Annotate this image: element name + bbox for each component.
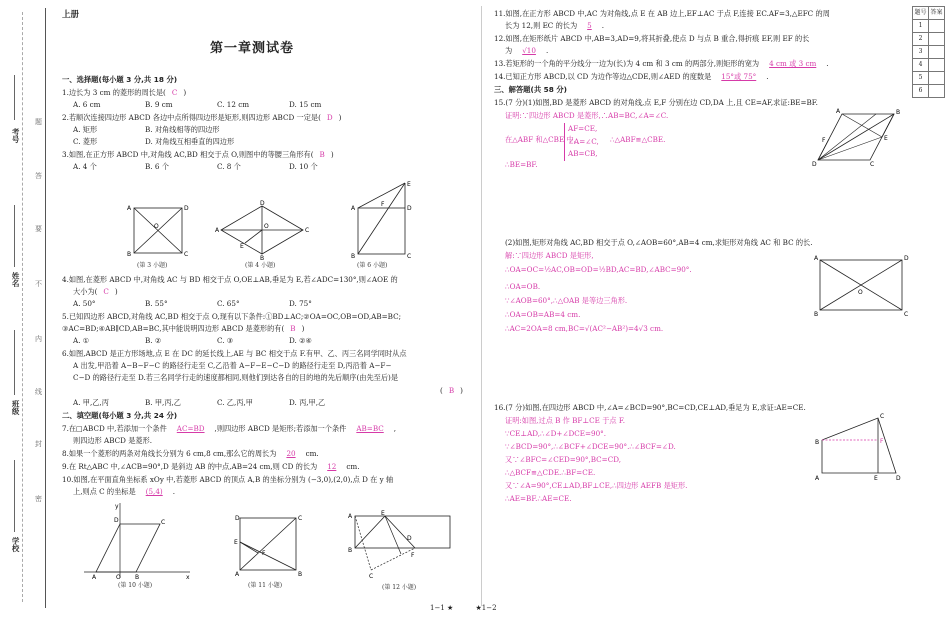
question-3-options: A. 4 个 B. 6 个 C. 8 个 D. 10 个 — [73, 162, 318, 171]
solution-line: 证明:如图,过点 B 作 BF⊥CE 于点 F. — [505, 416, 626, 425]
svg-text:E: E — [240, 243, 244, 250]
svg-text:D: D — [407, 535, 412, 542]
svg-text:C: C — [880, 413, 885, 420]
answer: C — [103, 287, 109, 296]
binding-dashed-line — [22, 12, 23, 602]
solution-line: ∴OA=OB. — [505, 282, 541, 291]
answer-cell[interactable] — [929, 33, 945, 46]
svg-text:O: O — [154, 223, 159, 230]
question-12: 12.如图,在矩形纸片 ABCD 中,AB=3,AD=9,将其折叠,使点 D 与点 B 重合,得折痕 EF,则 EF 的长 — [494, 34, 810, 43]
question-1-options: A. 6 cm B. 9 cm C. 12 cm D. 15 cm — [73, 100, 322, 109]
svg-text:A: A — [215, 227, 220, 234]
figure-q15-rectangle — [812, 252, 912, 322]
svg-text:C: C — [298, 515, 302, 522]
answer: AB=BC — [356, 424, 384, 433]
binding-char: 要 — [34, 225, 43, 232]
label-school: 学校 — [11, 537, 21, 552]
svg-text:E: E — [874, 475, 878, 482]
question-7: 7.在□ABCD 中,若添加一个条件 AC=BD ,则四边形 ABCD 是矩形;若添加一个条件 AB=BC , — [62, 424, 397, 433]
question-6-line2: A 出发,甲沿着 A−B−F−C 的路径行走至 C,乙沿着 A−F−E−C−D 的路径行走至 D,丙沿着 A−F− — [73, 361, 392, 370]
question-5: 5.已知四边形 ABCD,对角线 AC,BD 相交于点 O,现有以下条件:①BD⊥AC;②OA=OC,OB=OD,AB=BC; — [62, 312, 401, 321]
svg-text:D: D — [114, 517, 119, 524]
solution-line: 在△ABF 和△CBE 中, — [505, 135, 576, 144]
binding-char: 线 — [34, 388, 43, 395]
solution-line: ∵∠BCD=90°,∴∠BCF+∠DCE=90°.∴∠BCF=∠D. — [505, 442, 676, 451]
question-12-line2: 为 √10 . — [505, 46, 549, 55]
answer-cell[interactable] — [929, 20, 945, 33]
solution-line: ∴△ABF≌△CBE. — [610, 135, 666, 144]
solution-line: ∴AC=2OA=8 cm,BC=√(AC²−AB²)=4√3 cm. — [505, 324, 664, 333]
svg-text:A: A — [348, 513, 353, 520]
solution-line: 证明:∵四边形 ABCD 是菱形,∴AB=BC,∠A=∠C. — [505, 111, 669, 120]
figure-caption: (第 6 小题) — [357, 262, 388, 269]
question-2: 2.若顺次连接四边形 ABCD 各边中点所得四边形是矩形,则四边形 ABCD 一定是( D ) — [62, 113, 342, 122]
question-5-options: A. ① B. ② C. ③ D. ②④ — [73, 336, 312, 345]
svg-text:B: B — [814, 311, 819, 318]
svg-text:x: x — [186, 574, 190, 580]
svg-text:O: O — [116, 574, 121, 580]
svg-text:O: O — [264, 223, 269, 230]
solution-line: 又∵∠A=90°,CE⊥AD,BF⊥CE,∴四边形 AEFB 是矩形. — [505, 481, 688, 490]
figure-q4-rhombus — [215, 200, 310, 260]
blank-line — [14, 460, 15, 532]
svg-text:E: E — [381, 510, 385, 517]
question-10-line2: 上,则点 C 的坐标是 (5,4) . — [73, 487, 176, 496]
svg-text:y: y — [115, 503, 119, 510]
svg-text:A: A — [127, 205, 132, 212]
figure-q15-rhombus — [812, 106, 907, 168]
svg-text:E: E — [407, 181, 411, 188]
label-exam-number: 考号 — [11, 128, 21, 143]
label-name: 姓名 — [11, 272, 21, 287]
answer: 20 — [286, 449, 296, 458]
binding-margin — [0, 0, 52, 623]
question-5-line2: ③AC=BD;④AB∥CD,AB=BC,其中能说明四边形 ABCD 是菱形的有( B ) — [62, 324, 305, 333]
question-4-line2: 大小为( C ) — [73, 287, 118, 296]
question-15-part2: (2)如图,矩形对角线 AC,BD 相交于点 O,∠AOB=60°,AB=4 cm,求矩形对角线 AC 和 BC 的长. — [505, 238, 813, 247]
label-class: 班级 — [11, 400, 21, 415]
section-answer-title: 三、解答题(共 58 分) — [494, 85, 567, 94]
question-14: 14.已知正方形 ABCD,以 CD 为边作等边△CDE,则∠AED 的度数是 15°或 75° . — [494, 72, 769, 81]
answer: B — [319, 150, 325, 159]
svg-text:B: B — [896, 109, 901, 116]
svg-text:A: A — [814, 255, 819, 262]
binding-char: 封 — [34, 440, 43, 447]
svg-text:D: D — [260, 200, 265, 207]
score-table: 题号 答案 1 2 3 4 5 6 — [912, 6, 945, 98]
answer: (5,4) — [145, 487, 163, 496]
svg-text:A: A — [351, 205, 356, 212]
svg-text:B: B — [351, 253, 356, 260]
binding-char: 内 — [34, 335, 43, 342]
figure-q3-square — [125, 200, 190, 260]
question-7-line2: 则四边形 ABCD 是菱形. — [73, 436, 153, 445]
answer: C — [171, 88, 178, 97]
svg-text:C: C — [305, 227, 310, 234]
question-2-options-ab: A. 矩形 B. 对角线相等的四边形 — [73, 125, 220, 134]
solution-line: ∴BE=BF. — [505, 160, 538, 169]
svg-text:D: D — [184, 205, 189, 212]
binding-char: 不 — [34, 280, 43, 287]
svg-text:A: A — [815, 475, 820, 482]
binding-rule — [45, 8, 46, 608]
figure-q11-square — [232, 512, 302, 580]
question-6: 6.如图,ABCD 是正方形场地,点 E 在 DC 的延长线上,AE 与 BC 相交于点 F.有甲、乙、丙三名同学同时从点 — [62, 349, 407, 358]
figure-q12-folded-rectangle — [345, 510, 455, 582]
question-13: 13.若矩形的一个角的平分线分一边为(长)为 4 cm 和 3 cm 的两部分,则矩形的宽为 4 cm 或 3 cm . — [494, 59, 829, 68]
blank-line — [14, 205, 15, 267]
question-4: 4.如图,在菱形 ABCD 中,对角线 AC 与 BD 相交于点 O,OE⊥AB,垂足为 E,若∠ADC=130°,则∠AOE 的 — [62, 275, 398, 284]
answer-cell[interactable] — [929, 59, 945, 72]
svg-text:C: C — [369, 573, 374, 580]
solution-line: ∴AE=BF.∴AE=CE. — [505, 494, 572, 503]
question-1: 1.边长为 3 cm 的菱形的周长是( C ) — [62, 88, 187, 97]
figure-q16-quadrilateral — [812, 410, 907, 485]
figure-q10-coordinate-plane — [80, 500, 195, 580]
svg-text:B: B — [815, 439, 820, 446]
blank-line — [14, 330, 15, 395]
svg-text:O: O — [858, 289, 863, 296]
solution-line: ∵∠AOB=60°,∴△OAB 是等边三角形. — [505, 296, 628, 305]
answer-cell[interactable] — [929, 72, 945, 85]
svg-text:D: D — [896, 475, 901, 482]
svg-text:A: A — [235, 571, 240, 578]
svg-text:B: B — [260, 255, 265, 260]
question-8: 8.如果一个菱形的两条对角线长分别为 6 cm,8 cm,那么它的周长为 20 cm. — [62, 449, 319, 458]
question-6-answer: ( B ) — [440, 386, 463, 395]
svg-text:E: E — [884, 135, 888, 142]
question-4-options: A. 50° B. 55° C. 65° D. 75° — [73, 299, 312, 308]
figure-caption: (第 12 小题) — [382, 584, 417, 591]
svg-text:C: C — [407, 253, 412, 260]
svg-text:D: D — [235, 515, 240, 522]
blank-line — [14, 75, 15, 120]
svg-text:D: D — [812, 161, 817, 168]
question-10: 10.如图,在平面直角坐标系 xOy 中,若菱形 ABCD 的顶点 A,B 的坐标分别为 (−3,0),(2,0),点 D 在 y 轴 — [62, 475, 394, 484]
figure-caption: (第 3 小题) — [137, 262, 168, 269]
svg-text:B: B — [298, 571, 302, 578]
svg-text:F: F — [411, 552, 415, 559]
solution-brace: AF=CE, ∠A=∠C, AB=CB, — [564, 123, 599, 161]
question-15-part1: 15.(7 分)(1)如图,BD 是菱形 ABCD 的对角线,点 E,F 分别在边 CD,DA 上,且 CE=AF,求证:BE=BF. — [494, 98, 818, 107]
question-6-line3: C−D 的路径行走至 D.若三名同学行走的速度都相同,则他们到达各自的目的地的先后顺序(由先至后)是 — [73, 373, 399, 382]
page-title: 第一章测试卷 — [210, 41, 295, 56]
solution-line: 解:∵四边形 ABCD 是矩形, — [505, 251, 594, 260]
svg-text:B: B — [348, 547, 353, 554]
answer: 5 — [587, 21, 592, 30]
question-16: 16.(7 分)如图,在四边形 ABCD 中,∠A=∠BCD=90°,BC=CD,CE⊥AD,垂足为 E,求证:AE=CE. — [494, 403, 806, 412]
question-2-options-cd: C. 菱形 D. 对角线互相垂直的四边形 — [73, 137, 235, 146]
answer: AC=BD — [176, 424, 205, 433]
answer: 12 — [327, 462, 337, 471]
figure-caption: (第 11 小题) — [248, 582, 283, 589]
section-fill-title: 二、填空题(每小题 3 分,共 24 分) — [62, 411, 178, 420]
answer-cell[interactable] — [929, 46, 945, 59]
binding-char: 题 — [34, 118, 43, 125]
section-choice-title: 一、选择题(每小题 3 分,共 18 分) — [62, 75, 178, 84]
volume-label: 上册 — [62, 10, 80, 20]
svg-text:A: A — [92, 574, 97, 580]
svg-text:F: F — [381, 201, 385, 208]
svg-text:F: F — [880, 438, 884, 445]
solution-line: ∴△BCF≌△CDE.∴BF=CE. — [505, 468, 596, 477]
svg-text:C: C — [184, 251, 189, 258]
solution-line: 又∵∠BFC=∠CED=90°,BC=CD, — [505, 455, 621, 464]
page-footer: 1−1 ★ ★1−2 — [430, 604, 497, 612]
svg-text:C: C — [161, 519, 166, 526]
answer: 15°或 75° — [721, 72, 757, 81]
svg-text:E: E — [234, 539, 238, 546]
solution-line: ∵CE⊥AD,∴∠D+∠DCE=90°. — [505, 429, 607, 438]
svg-text:D: D — [407, 205, 412, 212]
svg-text:C: C — [870, 161, 875, 168]
question-3: 3.如图,在正方形 ABCD 中,对角线 AC,BD 相交于点 O,则图中的等腰三角形有( B ) — [62, 150, 334, 159]
solution-line: ∴OA=OB=AB=4 cm. — [505, 310, 581, 319]
svg-text:A: A — [836, 108, 841, 115]
figure-caption: (第 10 小题) — [118, 582, 153, 589]
binding-char: 密 — [34, 495, 43, 502]
figure-caption: (第 4 小题) — [245, 262, 276, 269]
figure-q6-square — [350, 178, 420, 260]
svg-text:D: D — [904, 255, 909, 262]
question-11-line2: 长为 12,则 EC 的长为 5 . — [505, 21, 605, 30]
solution-line: ∴OA=OC=½AC,OB=OD=½BD,AC=BD,∠ABC=90°. — [505, 265, 692, 274]
column-divider — [481, 6, 482, 606]
svg-text:B: B — [135, 574, 140, 580]
answer: D — [326, 113, 333, 122]
question-6-options: A. 甲,乙,丙 B. 甲,丙,乙 C. 乙,丙,甲 D. 丙,甲,乙 — [73, 398, 326, 407]
svg-text:C: C — [904, 311, 909, 318]
binding-char: 答 — [34, 172, 43, 179]
answer: 4 cm 或 3 cm — [769, 59, 817, 68]
svg-text:B: B — [127, 251, 132, 258]
answer: B — [448, 386, 455, 395]
svg-text:F: F — [822, 137, 826, 144]
svg-text:F: F — [262, 550, 266, 557]
question-9: 9.在 Rt△ABC 中,∠ACB=90°,D 是斜边 AB 的中点,AB=24 cm,则 CD 的长为 12 cm. — [62, 462, 360, 471]
question-11: 11.如图,在正方形 ABCD 中,AC 为对角线,点 E 在 AB 边上,EF⊥AC 于点 F,连接 EC.AF=3,△EFC 的周 — [494, 9, 830, 18]
answer: B — [290, 324, 296, 333]
answer: √10 — [522, 46, 536, 55]
answer-cell[interactable] — [929, 85, 945, 98]
